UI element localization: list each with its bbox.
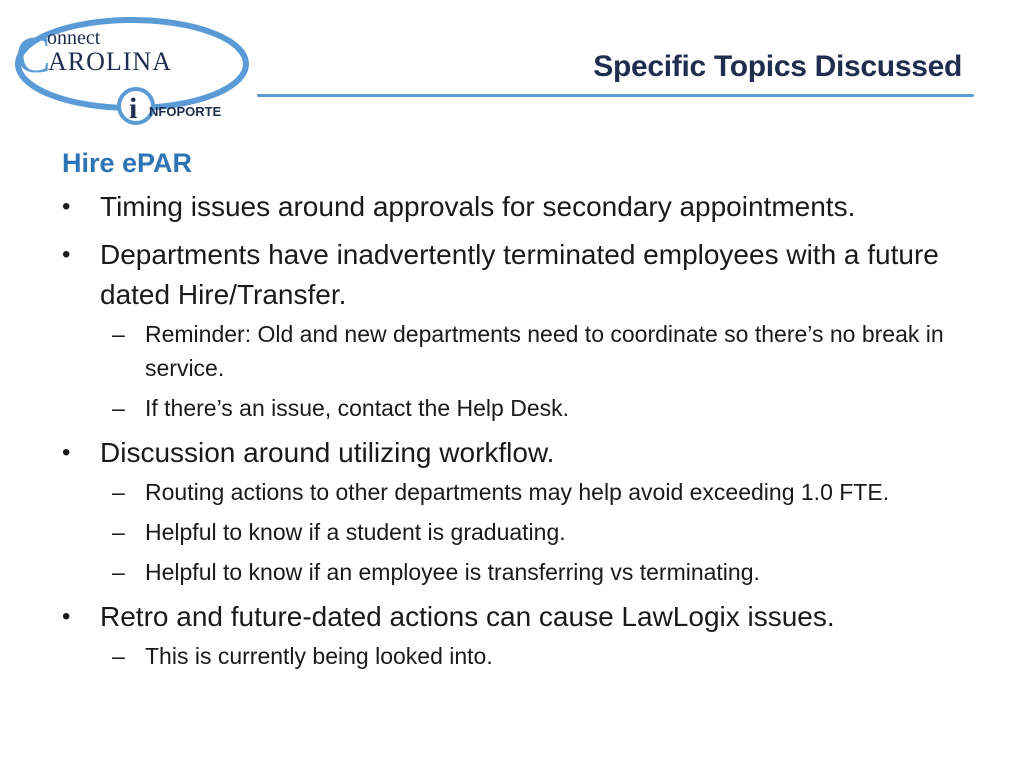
dash-icon: – (112, 321, 125, 347)
sub-bullet-item (100, 639, 982, 673)
logo-big-c: C (16, 27, 51, 84)
bullet-text: Discussion around utilizing workflow. (100, 437, 555, 468)
sub-bullet-list (100, 639, 982, 673)
logo-word-infoporte: NFOPORTE (149, 104, 222, 119)
title-divider (257, 94, 974, 97)
sub-bullet-list (100, 475, 982, 589)
bullet-text: Timing issues around approvals for secondary appointments. (100, 191, 856, 222)
sub-bullet-item (100, 555, 982, 589)
dash-icon: – (112, 559, 125, 585)
dash-icon: – (112, 519, 125, 545)
bullet-icon: • (62, 603, 71, 630)
sub-bullet-item (100, 515, 982, 549)
logo-graphic (10, 12, 255, 132)
dash-icon: – (112, 395, 125, 421)
connect-carolina-logo (10, 12, 255, 132)
slide-title: Specific Topics Discussed (593, 50, 962, 83)
logo-info-i: i (129, 92, 138, 125)
bullet-text: Retro and future-dated actions can cause LawLogix issues. (100, 601, 835, 632)
bullet-item (62, 187, 982, 227)
sub-bullet-list (100, 317, 982, 425)
dash-icon: – (112, 643, 125, 669)
sub-bullet-item (100, 317, 982, 385)
slide-content (62, 145, 982, 681)
bullet-text: Departments have inadvertently terminated employees with a future dated Hire/Transfer. (100, 239, 939, 310)
logo-word-onnect: onnect (47, 27, 101, 49)
sub-bullet-text: Routing actions to other departments may help avoid exceeding 1.0 FTE. (145, 479, 890, 505)
sub-bullet-text: Reminder: Old and new departments need to coordinate so there’s no break in service. (145, 321, 944, 381)
bullet-list (62, 187, 982, 673)
bullet-item (62, 433, 982, 589)
bullet-item (62, 597, 982, 673)
sub-bullet-text: If there’s an issue, contact the Help Desk. (145, 395, 570, 421)
bullet-icon: • (62, 241, 71, 268)
dash-icon: – (112, 479, 125, 505)
sub-bullet-text: Helpful to know if an employee is transferring vs terminating. (145, 559, 760, 585)
sub-bullet-item (100, 391, 982, 425)
bullet-item (62, 235, 982, 425)
sub-bullet-text: Helpful to know if a student is graduating. (145, 519, 566, 545)
sub-bullet-text: This is currently being looked into. (145, 643, 493, 669)
sub-bullet-item (100, 475, 982, 509)
bullet-icon: • (62, 193, 71, 220)
section-heading: Hire ePAR (62, 148, 193, 178)
bullet-icon: • (62, 439, 71, 466)
logo-word-arolina: AROLINA (48, 47, 172, 76)
